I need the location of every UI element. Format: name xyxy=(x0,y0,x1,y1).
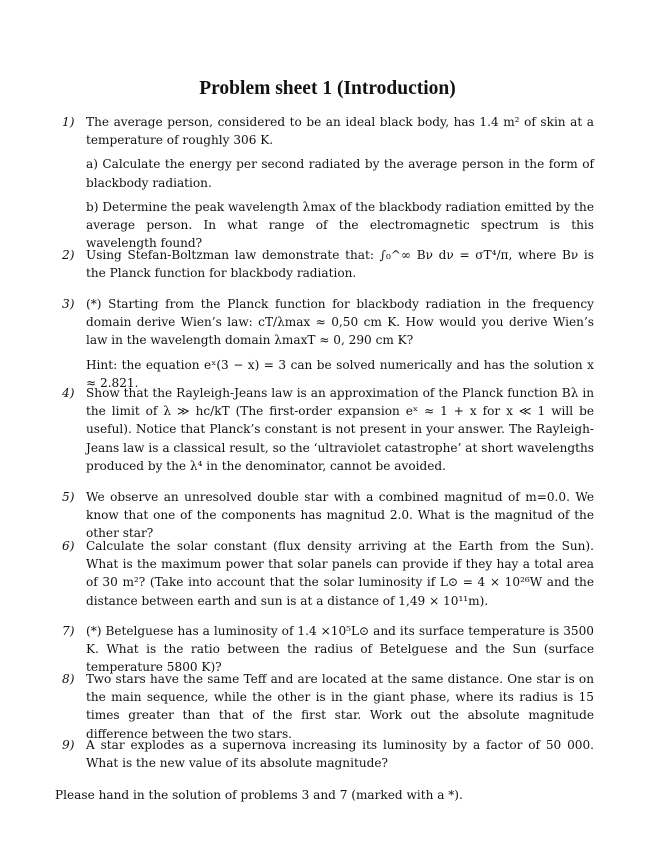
problem-number: 8) xyxy=(62,672,75,686)
problem-text: Using Stefan-Boltzman law demonstrate that: ∫₀^∞ Bν dν = σT⁴/π, where Bν is the Planck function for blackbody radiation. xyxy=(86,248,594,281)
problem-8 xyxy=(62,670,594,743)
problem-part-a: a) Calculate the energy per second radiated by the average person in the form of blackbody radiation. xyxy=(86,157,594,190)
problem-7 xyxy=(62,622,594,677)
problem-number: 9) xyxy=(62,738,75,752)
problem-hint: Hint: the equation eˣ(3 − x) = 3 can be solved numerically and has the solution x ≈ 2.821. xyxy=(86,357,594,390)
problem-number: 4) xyxy=(62,386,75,400)
problem-3 xyxy=(62,295,594,392)
problem-text: The average person, considered to be an ideal black body, has 1.4 m² of skin at a temperature of roughly 306 K. xyxy=(86,115,594,148)
problem-number: 5) xyxy=(62,490,75,504)
problem-1 xyxy=(62,113,594,252)
problem-number: 6) xyxy=(62,539,75,553)
problem-text: We observe an unresolved double star with a combined magnitud of m=0.0. We know that one of the components has magnitud 2.0. What is the magnitud of the other star? xyxy=(86,490,594,541)
problem-number: 1) xyxy=(62,115,75,129)
problem-text: A star explodes as a supernova increasing its luminosity by a factor of 50 000. What is the new value of its absolute magnitude? xyxy=(86,738,594,771)
problem-number: 7) xyxy=(62,624,75,638)
problem-9 xyxy=(62,736,594,772)
problem-text: (*) Starting from the Planck function for blackbody radiation in the frequency domain derive Wien’s law: cT/λmax ≈ 0,50 cm K. How would you derive Wien’s law in the wavelength domain λmaxT ≈ 0, 290 cm K? xyxy=(86,297,594,348)
submission-note: Please hand in the solution of problems 3 and 7 (marked with a *). xyxy=(55,788,463,802)
page-title: Problem sheet 1 (Introduction) xyxy=(199,78,456,99)
problem-text: (*) Betelguese has a luminosity of 1.4 ×10⁵L⊙ and its surface temperature is 3500 K. What is the ratio between the radius of Betelguese and the Sun (surface temperature 5800 K)? xyxy=(86,624,594,675)
problem-part-b: b) Determine the peak wavelength λmax of the blackbody radiation emitted by the average person. In what range of the electromagnetic spectrum is this wavelength found? xyxy=(86,199,594,251)
problem-2 xyxy=(62,246,594,282)
problem-text: Two stars have the same Teff and are located at the same distance. One star is on the main sequence, while the other is in the giant phase, where its radius is 15 times greater than that of the first star. Work out the absolute magnitude difference between the two stars. xyxy=(86,672,594,741)
problem-5 xyxy=(62,488,594,543)
problem-text: Show that the Rayleigh-Jeans law is an approximation of the Planck function Bλ in the limit of λ ≫ hc/kT (The first-order expansion eˣ ≈ 1 + x for x ≪ 1 will be useful). Notice that Planck’s constant is not present in your answer. The Rayleigh-Jeans law is a classical result, so the ‘ultraviolet catastrophe’ at short wavelengths produced by the λ⁴ in the denominator, cannot be avoided. xyxy=(86,386,594,473)
problem-text: Calculate the solar constant (flux density arriving at the Earth from the Sun). What is the maximum power that solar panels can provide if they hay a total area of 30 m²? (Take into account that the solar luminosity if L⊙ = 4 × 10²⁶W and the distance between earth and sun is at a distance of 1,49 × 10¹¹m). xyxy=(86,539,594,608)
problem-number: 2) xyxy=(62,248,75,262)
problem-4 xyxy=(62,384,594,475)
problem-6 xyxy=(62,537,594,610)
problem-number: 3) xyxy=(62,297,75,311)
